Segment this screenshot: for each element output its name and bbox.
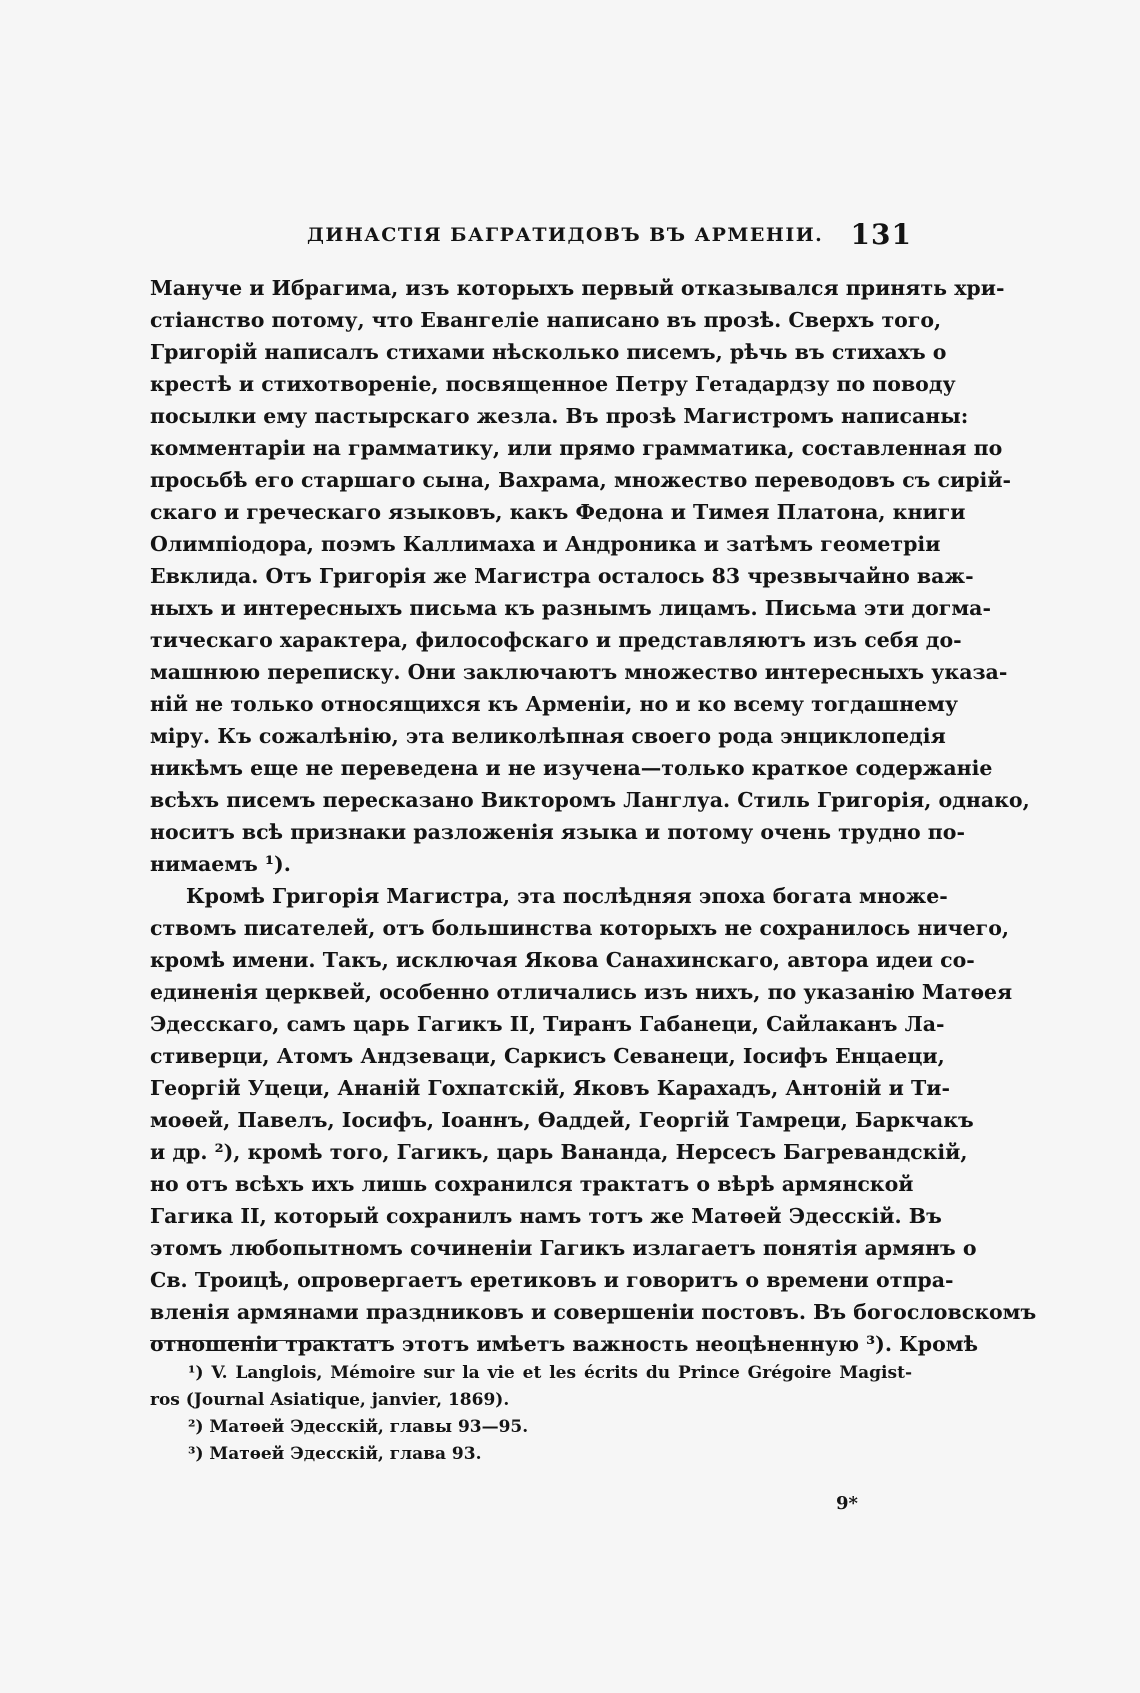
text-line: отношеніи трактатъ этотъ имѣетъ важность неоцѣненную ³). Кромѣ — [150, 1332, 978, 1356]
signature-mark: 9* — [836, 1493, 858, 1514]
body-text — [150, 272, 1037, 1360]
text-line: просьбѣ его старшаго сына, Вахрама, множество переводовъ съ сирій- — [150, 468, 1012, 492]
text-line: Кромѣ Григорія Магистра, эта послѣдняя эпоха богата множе- — [186, 884, 948, 908]
footnote-divider — [150, 1340, 390, 1341]
footnote-1-continued: ros (Journal Asiatique, janvier, 1869). — [150, 1390, 510, 1410]
paragraph-1 — [150, 272, 1030, 880]
text-line: носитъ всѣ признаки разложенія языка и потому очень трудно по- — [150, 820, 965, 844]
text-line: кромѣ имени. Такъ, исключая Якова Санахинскаго, автора идеи со- — [150, 948, 975, 972]
footnotes — [150, 1360, 912, 1468]
text-line: тическаго характера, философскаго и представляютъ изъ себя до- — [150, 628, 962, 652]
page-header — [150, 218, 912, 254]
text-line: Мануче и Ибрагима, изъ которыхъ первый отказывался принять хри- — [150, 276, 1005, 300]
footnote-3: ³) Матѳей Эдесскій, глава 93. — [188, 1444, 482, 1464]
text-line: всѣхъ писемъ пересказано Викторомъ Ланглуа. Стиль Григорія, однако, — [150, 788, 1030, 812]
page-number: 131 — [850, 218, 912, 251]
text-line: Олимпіодора, поэмъ Каллимаха и Андроника и затѣмъ геометріи — [150, 532, 941, 556]
text-line: единенія церквей, особенно отличались изъ нихъ, по указанію Матѳея — [150, 980, 1013, 1004]
text-line: вленія армянами праздниковъ и совершеніи постовъ. Въ богословскомъ — [150, 1300, 1037, 1324]
text-line: Георгій Уцеци, Ананій Гохпатскій, Яковъ Карахадъ, Антоній и Ти- — [150, 1076, 950, 1100]
running-title: ДИНАСТІЯ БАГРАТИДОВЪ ВЪ АРМЕНІИ. — [307, 224, 824, 246]
text-line: скаго и греческаго языковъ, какъ Федона и Тимея Платона, книги — [150, 500, 966, 524]
text-line: ныхъ и интересныхъ письма къ разнымъ лицамъ. Письма эти догма- — [150, 596, 991, 620]
text-line: Гагика II, который сохранилъ намъ тотъ же Матѳей Эдесскій. Въ — [150, 1204, 942, 1228]
text-line: машнюю переписку. Они заключаютъ множество интересныхъ указа- — [150, 660, 1008, 684]
text-line: этомъ любопытномъ сочиненіи Гагикъ излагаетъ понятія армянъ о — [150, 1236, 977, 1260]
text-line: Евклида. Отъ Григорія же Магистра осталось 83 чрезвычайно важ- — [150, 564, 974, 588]
text-line: нимаемъ ¹). — [150, 852, 291, 876]
text-line: стіанство потому, что Евангеліе написано въ прозѣ. Сверхъ того, — [150, 308, 942, 332]
text-line: моѳей, Павелъ, Іосифъ, Іоаннъ, Ѳаддей, Георгій Тамреци, Баркчакъ — [150, 1108, 974, 1132]
footnote-1: ¹) V. Langlois, Mémoire sur la vie et les écrits du Prince Grégoire Magist- — [188, 1363, 912, 1383]
text-line: комментаріи на грамматику, или прямо грамматика, составленная по — [150, 436, 1003, 460]
paragraph-2 — [150, 880, 1037, 1360]
text-line: міру. Къ сожалѣнію, эта великолѣпная своего рода энциклопедія — [150, 724, 946, 748]
text-line: никѣмъ еще не переведена и не изучена—только краткое содержаніе — [150, 756, 993, 780]
footnote-2: ²) Матѳей Эдесскій, главы 93—95. — [188, 1417, 529, 1437]
text-line: крестѣ и стихотвореніе, посвященное Петру Гетадардзу по поводу — [150, 372, 956, 396]
text-line: ній не только относящихся къ Арменіи, но и ко всему тогдашнему — [150, 692, 959, 716]
text-line: ствомъ писателей, отъ большинства которыхъ не сохранилось ничего, — [150, 916, 1010, 940]
text-line: посылки ему пастырскаго жезла. Въ прозѣ Магистромъ написаны: — [150, 404, 969, 428]
text-line: Григорій написалъ стихами нѣсколько писемъ, рѣчь въ стихахъ о — [150, 340, 947, 364]
text-line: и др. ²), кромѣ того, Гагикъ, царь Ванaнда, Нерсесъ Багревандскій, — [150, 1140, 968, 1164]
text-line: стиверци, Атомъ Андзеваци, Саркисъ Севанеци, Іосифъ Енцаеци, — [150, 1044, 945, 1068]
text-line: Эдесскаго, самъ царь Гагикъ II, Тиранъ Габанеци, Сайлаканъ Ла- — [150, 1012, 945, 1036]
text-line: Св. Троицѣ, опровергаетъ еретиковъ и говоритъ о времени отпра- — [150, 1268, 954, 1292]
text-line: но отъ всѣхъ ихъ лишь сохранился трактатъ о вѣрѣ армянской — [150, 1172, 914, 1196]
